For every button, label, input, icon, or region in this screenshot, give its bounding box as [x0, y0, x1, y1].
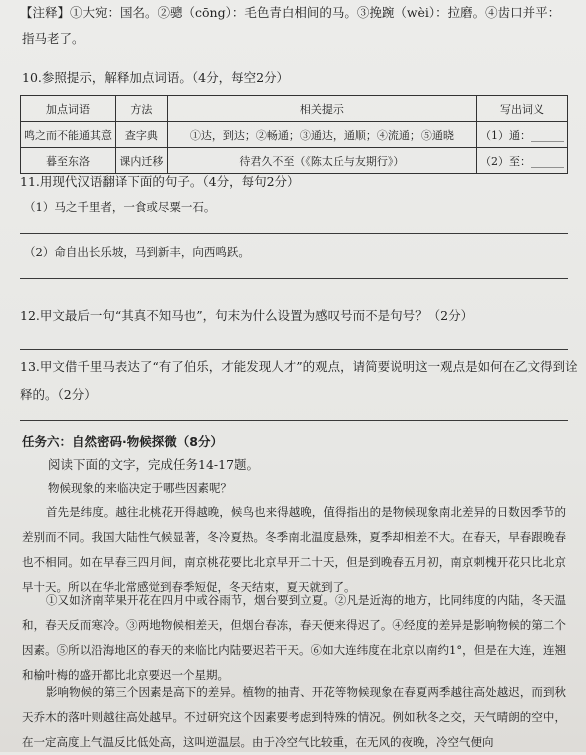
answer-line[interactable]: [20, 233, 568, 234]
answer-blank[interactable]: （1）通：______: [476, 122, 567, 148]
task-6-heading: 任务六：自然密码·物候探微（8分）: [22, 434, 223, 449]
question-10-title: 10.参照提示，解释加点词语。（4分，每空2分）: [22, 70, 290, 85]
task-6-intro: 阅读下面的文字，完成任务14-17题。: [48, 457, 260, 472]
hint-table: [20, 95, 568, 174]
table-cell-method: 课内迁移: [116, 148, 168, 174]
article-paragraph-3: 影响物候的第三个因素是高下的差异。植物的抽青、开花等物候现象在春夏两季越往高处越迟，而到秋天乔木的落叶则越往高处越早。不过研究这个因素要考虑到特殊的情况。例如秋冬之交，天气晴朗的空中，在一定高度上气温反比低处高，这叫逆温层。由于冷空气比较重，在无风的夜晚，冷空气便向: [22, 685, 566, 749]
table-row: [21, 148, 568, 174]
answer-line[interactable]: [20, 278, 568, 279]
question-13-line-1: 13.甲文借千里马表达了“有了伯乐，才能发现人才”的观点，请简要说明这一观点是如何在乙文得到诠: [20, 359, 578, 374]
article-paragraph-2: ①又如济南苹果开花在四月中或谷雨节，烟台要到立夏。②凡是近海的地方，比同纬度的内陆，冬天温和，春天反而寒冷。③两地物候相差天，但烟台春冻，春天便来得迟了。④经度的差异是影响物候的第二个因素。⑤所以沿海地区的春天的来临比内陆要迟若干天。⑥如大连纬度在北京以南约1°，但是在大连，连翘和榆叶梅的盛开都比北京要迟一个星期。: [22, 593, 566, 682]
question-11-title: 11.用现代汉语翻译下面的句子。（4分，每句2分）: [20, 174, 300, 189]
answer-blank[interactable]: （2）至：______: [476, 148, 567, 174]
article-paragraph-1: 首先是纬度。越往北桃花开得越晚，候鸟也来得越晚，值得指出的是物候现象南北差异的日数因季节的差别而不同。我国大陆性气候显著，冬冷夏热。冬季南北温度悬殊，夏季却相差不大。在春天，早春跟晚春也不相同。如在早春三四月间，南京桃花要比北京早开二十天，但是到晚春五月初，南京刺槐开花只比北京早十天。所以在华北常感觉到春季短促，冬天结束，夏天就到了。: [22, 505, 566, 594]
table-cell-hint: 待君久不至（《陈太丘与友期行》）: [167, 148, 476, 174]
sentence-1: （1）马之千里者，一食或尽粟一石。: [24, 200, 216, 214]
table-header: 相关提示: [167, 96, 476, 122]
article-title: 物候现象的来临决定于哪些因素呢？: [48, 481, 232, 495]
answer-line[interactable]: [20, 349, 568, 350]
table-row: [21, 122, 568, 148]
table-cell-word: 暮至东洛: [21, 148, 116, 174]
table-header: 方法: [116, 96, 168, 122]
note-line-1: 【注释】①大宛：国名。②骢（cōng）：毛色青白相间的马。③挽踠（wèi）：拉磨。④齿口并平：: [20, 5, 561, 20]
table-cell-method: 查字典: [116, 122, 168, 148]
sentence-2: （2）命自出长乐坡，马到新丰，向西鸣跃。: [24, 245, 250, 259]
table-header: 写出词义: [476, 96, 567, 122]
table-header-row: [21, 96, 568, 122]
table-header: 加点词语: [21, 96, 116, 122]
table-cell-word: 鸣之而不能通其意: [21, 122, 116, 148]
question-12-title: 12.甲文最后一句“其真不知马也”，句末为什么设置为感叹号而不是句号？（2分）: [20, 308, 474, 323]
question-13-line-2: 释的。（2分）: [20, 387, 97, 402]
note-line-2: 指马老了。: [22, 31, 85, 46]
table-cell-hint: ①达，到达；②畅通；③通达，通顺；④流通；⑤通晓: [167, 122, 476, 148]
answer-line[interactable]: [20, 420, 568, 421]
